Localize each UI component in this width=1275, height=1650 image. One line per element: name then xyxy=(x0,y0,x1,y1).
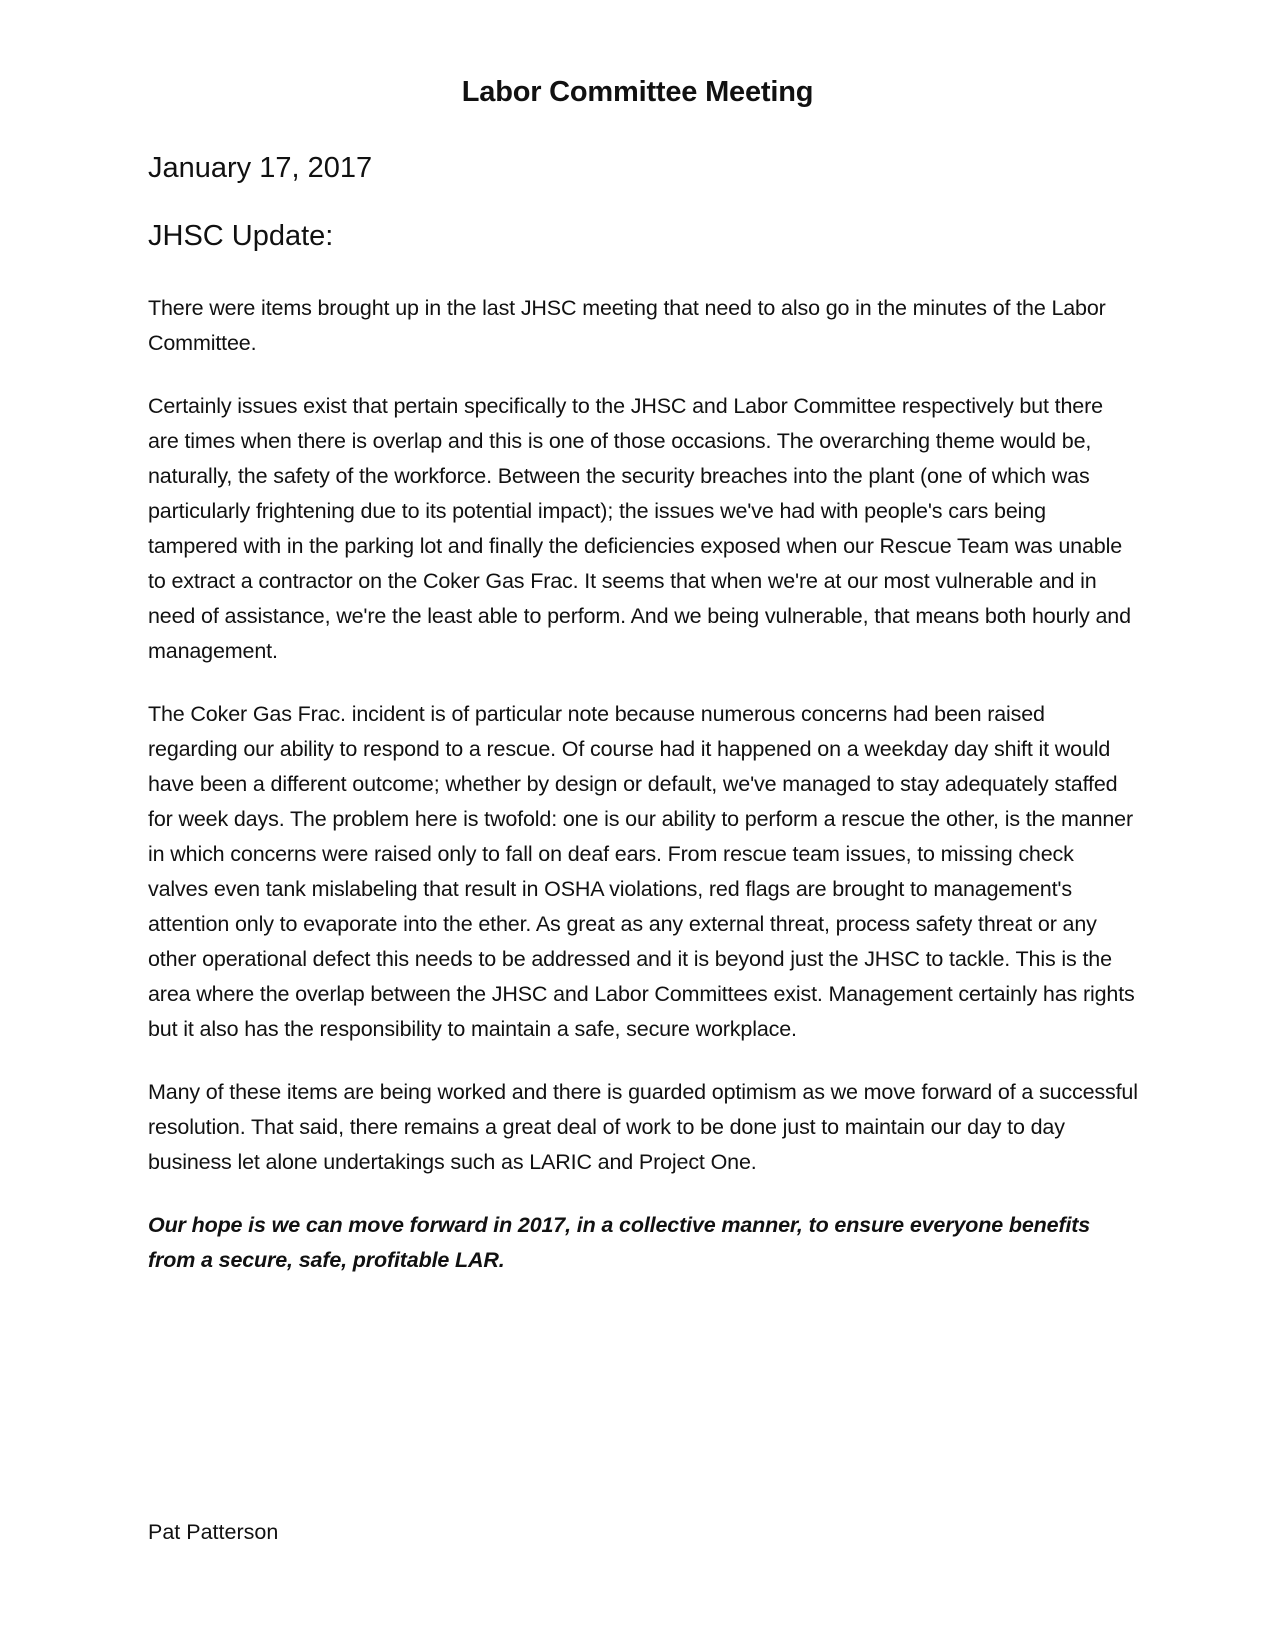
document-title: Labor Committee Meeting xyxy=(461,76,814,108)
paragraph: Many of these items are being worked and there is guarded optimism as we move forward of a successful resolution. That said, there remains a great deal of work to be done just to maintain our day to day business let alone undertakings such as LARIC and Project One. xyxy=(148,1080,1138,1174)
section-heading: JHSC Update: xyxy=(148,220,334,252)
body-text xyxy=(148,291,1138,1306)
meeting-date: January 17, 2017 xyxy=(148,152,373,184)
paragraph: There were items brought up in the last JHSC meeting that need to also go in the minutes of the Labor Committee. xyxy=(148,296,1106,355)
paragraph: Certainly issues exist that pertain specifically to the JHSC and Labor Committee respectively but there are times when there is overlap and this is one of those occasions. The overarching theme would be, naturally, the safety of the workforce. Between the security breaches into the plant (one of which was particularly frightening due to its potential impact); the issues we've had with people's cars being tampered with in the parking lot and finally the deficiencies exposed when our Rescue Team was unable to extract a contractor on the Coker Gas Frac. It seems that when we're at our most vulnerable and in need of assistance, we're the least able to perform. And we being vulnerable, that means both hourly and management. xyxy=(148,394,1131,663)
signature: Pat Patterson xyxy=(148,1520,279,1544)
paragraph: The Coker Gas Frac. incident is of particular note because numerous concerns had been raised regarding our ability to respond to a rescue. Of course had it happened on a weekday day shift it would have been a different outcome; whether by design or default, we've managed to stay adequately staffed for week days. The problem here is twofold: one is our ability to perform a rescue the other, is the manner in which concerns were raised only to fall on deaf ears. From rescue team issues, to missing check valves even tank mislabeling that result in OSHA violations, red flags are brought to management's attention only to evaporate into the ether. As great as any external threat, process safety threat or any other operational defect this needs to be addressed and it is beyond just the JHSC to tackle. This is the area where the overlap between the JHSC and Labor Committees exist. Management certainly has rights but it also has the responsibility to maintain a safe, secure workplace. xyxy=(148,702,1135,1041)
closing-statement: Our hope is we can move forward in 2017, in a collective manner, to ensure everyone benefits from a secure, safe, profitable LAR. xyxy=(148,1213,1091,1272)
